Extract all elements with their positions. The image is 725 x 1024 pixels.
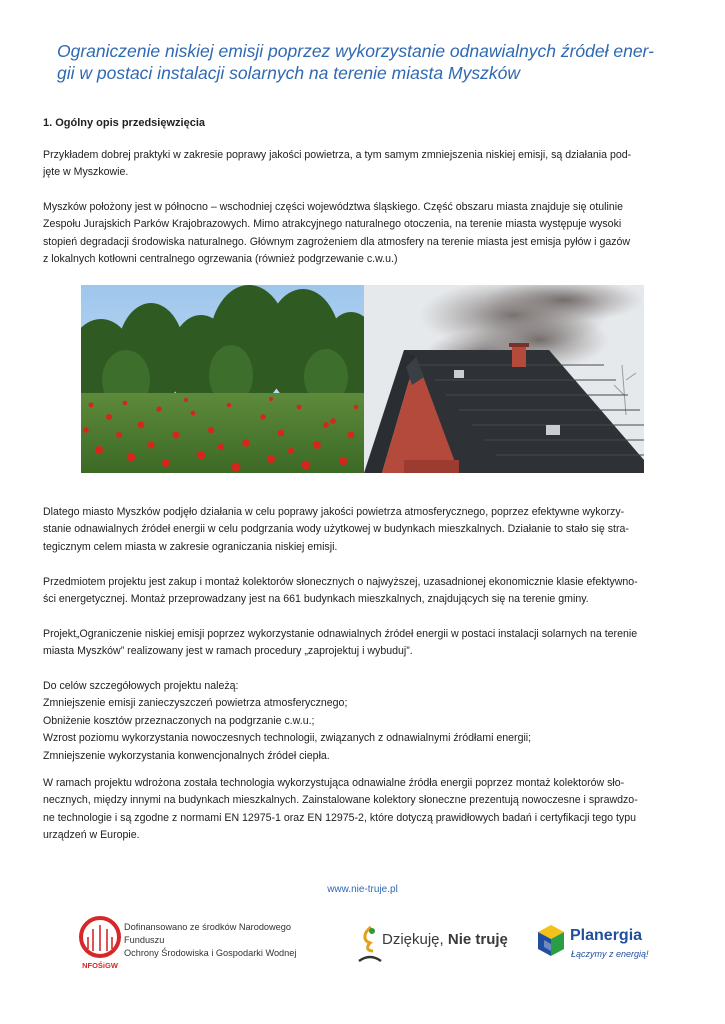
- funding-note: Dofinansowano ze środków Narodowego Funduszu Ochrony Środowiska i Gospodarki Wodnej: [124, 922, 297, 958]
- goal-item: Obniżenie kosztów przeznaczonych na podgrzanie c.w.u.;: [43, 714, 315, 727]
- poppy-field-photo: [81, 285, 364, 473]
- paragraph-intro: Przykładem dobrej praktyki w zakresie poprawy jakości powietrza, a tym samym zmniejszenia niskiej emisji, są działania pod- jęte w Myszkowie.: [43, 149, 632, 179]
- paragraph-location: Myszków położony jest w północno – wschodniej części województwa śląskiego. Część obszaru miasta znajduje się otulinie Zespołu Jurajskich Parków Krajobrazowych. Mimo atrakcyjnego naturalnego otoczenia, na terenie miasta występuje wysoki stopień degradacji środowiska naturalnego. Głównym zagrożeniem dla atmosfery na terenie miasta jest emisja pyłów i gazów z lokalnych kotłowni centralnego ogrzewania (również podgrzewanie c.w.u.): [43, 201, 631, 266]
- paragraph-goals: Do celów szczegółowych projektu należą: Zmniejszenie emisji zanieczyszczeń powietrza atmosferycznego; Obniżenie kosztów przeznaczonych na podgrzanie c.w.u.; Wzrost poziomu wykorzystania nowoczesnych technologii, związanych z odnawialnymi źródłami energii; Zmniejszenie wykorzystania konwencjonalnych źródeł ciepła.: [43, 680, 532, 762]
- goal-item: Wzrost poziomu wykorzystania nowoczesnych technologii, związanych z odnawialnymi źródłami energii;: [43, 732, 532, 745]
- smoking-chimney-photo: [364, 285, 644, 473]
- paragraph-actions: Dlatego miasto Myszków podjęło działania w celu poprawy jakości powietrza atmosferycznego, poprzez efektywne wykorzy- stanie odnawialnych źródeł energii w celu podgrzania wody użytkowej w budynkach mieszkalnych. Działanie to stało się stra- tegicznym celem miasta w zakresie ograniczania niskiej emisji.: [43, 506, 629, 553]
- goal-item: Zmniejszenie emisji zanieczyszczeń powietrza atmosferycznego;: [43, 697, 348, 710]
- page-title: [57, 40, 677, 84]
- website-link[interactable]: www.nie-truje.pl: [327, 884, 398, 895]
- section-heading: 1. Ogólny opis przedsięwzięcia: [43, 117, 205, 129]
- footer-logos: [0, 915, 725, 975]
- paragraph-project: Projekt„Ograniczenie niskiej emisji poprzez wykorzystanie odnawialnych źródeł energii w postaci instalacji solarnych na terenie miasta Myszków” realizowany jest w ramach procedury „zaprojektuj i wybuduj”.: [43, 628, 638, 658]
- goal-item: Zmniejszenie wykorzystania konwencjonalnych źródeł ciepła.: [43, 749, 330, 762]
- photo-strip: [81, 285, 644, 473]
- nie-truje-wordmark: Dziękuję, Nie truję: [382, 931, 508, 948]
- nfosigw-logo: [78, 915, 122, 971]
- planergia-name: Planergia: [570, 927, 643, 944]
- title-line-2: gii w postaci instalacji solarnych na terenie miasta Myszków: [57, 63, 520, 83]
- paragraph-technology: W ramach projektu wdrożona została technologia wykorzystująca odnawialne źródła energii poprzez montaż kolektorów sło- necznych, między innymi na budynkach mieszkalnych. Zainstalowane kolektory słoneczne prezentują nowoczesne i sprawdzo- ne technologie i są zgodne z normami EN 12975-1 oraz EN 12975-2, które dotyczą prawidłowych badań i certyfikacji tego typu urządzeń w Europie.: [43, 777, 638, 842]
- title-line-1: Ograniczenie niskiej emisji poprzez wykorzystanie odnawialnych źródeł ener-: [57, 41, 654, 61]
- nfosigw-label: NFOŚiGW: [82, 961, 118, 970]
- planergia-cube-icon: [536, 923, 566, 959]
- planergia-slogan: Łączymy z energią!: [571, 949, 649, 959]
- paragraph-subject: Przedmiotem projektu jest zakup i montaż kolektorów słonecznych o najwyższej, uzasadnionej ekonomicznie klasie efektywno- ści energetycznej. Montaż przeprowadzany jest na 661 budynkach mieszkalnych, znajdujących się na terenie gminy.: [43, 576, 638, 606]
